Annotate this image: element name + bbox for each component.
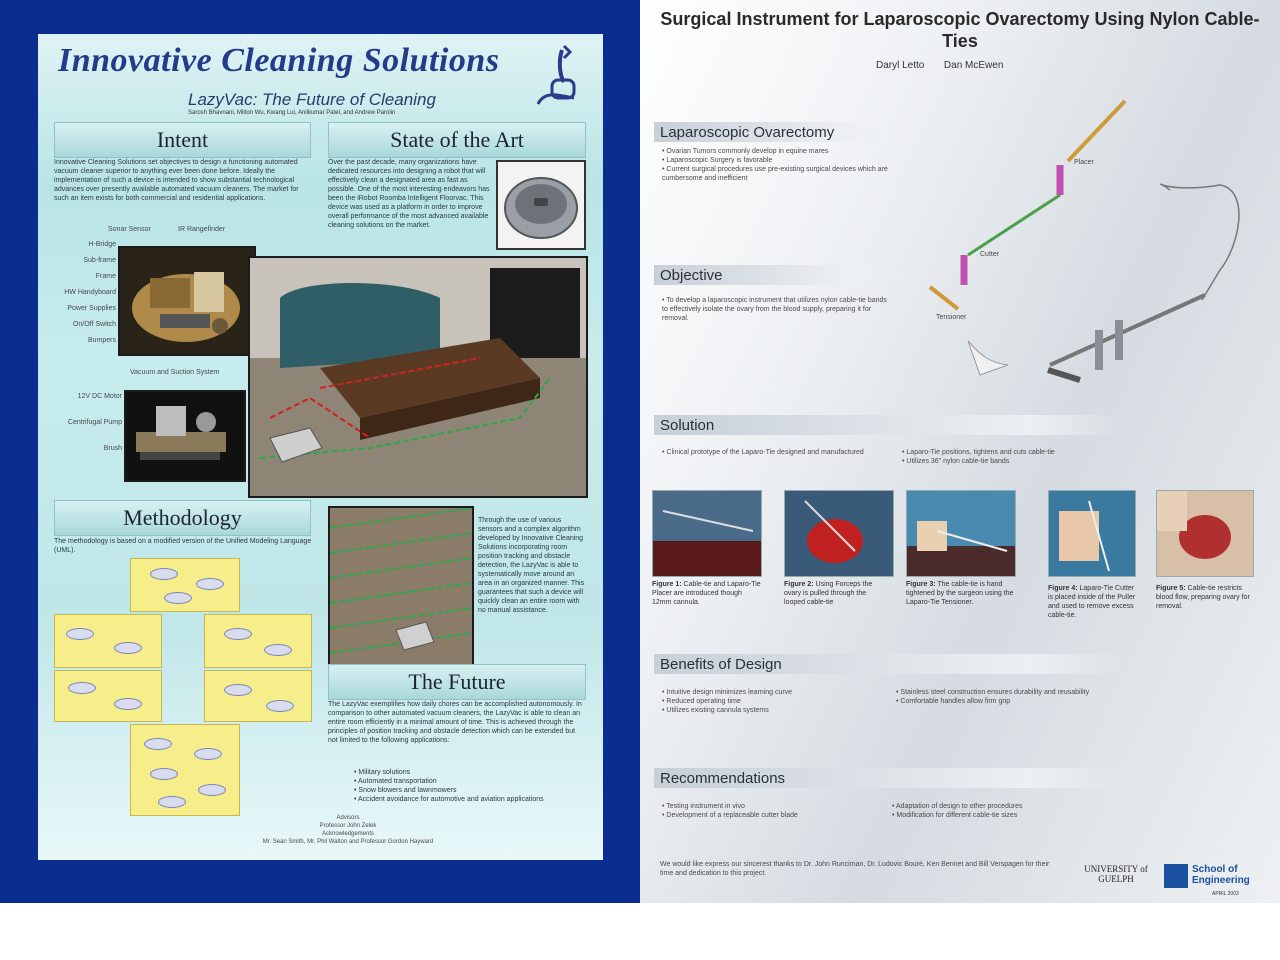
lap-bullet: • Ovarian Tumors commonly develop in equine mares [662, 148, 829, 155]
figure-1-photo [652, 490, 762, 577]
uml-oval [68, 682, 96, 694]
uml-oval [266, 700, 294, 712]
figure-3-photo [906, 490, 1016, 577]
poster-date: APRIL 2003 [1212, 891, 1239, 897]
future-bullet: • Automated transportation [354, 778, 437, 785]
future-bullet: • Military solutions [354, 769, 411, 776]
figure-4-photo [1048, 490, 1136, 577]
benefits-heading: Benefits of Design [654, 654, 1124, 674]
right-poster [640, 0, 1280, 903]
recommendation-bullet: • Adaptation of design to other procedures [892, 803, 1023, 810]
component-label-sonar: Sonar Sensor [108, 226, 151, 233]
figure-1-caption: Figure 1: Cable-tie and Laparo-Tie Placer are introduced though 12mm cannula. [652, 581, 761, 606]
left-poster-authors: Sarosh Bhavnani, Milton Wu, Kwang Lui, Anilkumar Patel, and Andrew Parolin [188, 110, 396, 116]
diagram-label-placer: Placer [1074, 159, 1094, 166]
future-text: The LazyVac exemplifies how daily chores can be accomplished autonomously. In comparison to other automated vacuum cleaners, the LazyVac is able to clean an entire room efficiently in a minimal amount of time. This is achieved through the principles of position tracking and obstacle detection which can be extended but not limited to the following applications: [328, 701, 582, 744]
uml-oval [198, 784, 226, 796]
path-text: Through the use of various sensors and a complex algorithm developed by Innovative Cleaning Solutions incorporating room position tracking and obstacle detection, the LazyVac is able to systematically move around an area in an organized manner. This guarantees that such a device will quickly clean an entire room with no manual assistance. [478, 517, 585, 614]
uml-oval [164, 592, 192, 604]
vacuum-parts-labels [38, 392, 122, 453]
uml-oval [150, 768, 178, 780]
benefits-right [896, 688, 1126, 706]
objective-bullet: • To develop a laparoscopic instrument that utilizes nylon cable-tie bands to effectively isolate the ovary from the blood supply, preparing it for removal. [662, 297, 887, 322]
vacuum-system-label: Vacuum and Suction System [130, 369, 220, 376]
university-logo: UNIVERSITY of GUELPH [1084, 864, 1148, 884]
vacuum-part-label: 12V DC Motor [77, 393, 122, 400]
solution-bullets-left [662, 448, 888, 457]
component-label: Bumpers [87, 337, 116, 344]
vacuum-system-photo [124, 390, 246, 482]
uml-diagram [54, 558, 314, 858]
credits [238, 814, 458, 846]
instrument-diagram [920, 95, 1260, 395]
uml-oval [144, 738, 172, 750]
recommendations-left [662, 802, 882, 820]
diagram-label-cutter: Cutter [980, 251, 1000, 258]
figure-4-caption: Figure 4: Laparo-Tie Cutter is placed inside of the Puller and used to remove excess cable-tie. [1048, 585, 1136, 619]
benefit-bullet: • Stainless steel construction ensures durability and reusability [896, 689, 1090, 696]
school-logo [1164, 864, 1276, 890]
component-label: HW Handyboard [64, 289, 116, 296]
lap-bullets [662, 147, 892, 183]
uml-box [54, 670, 162, 722]
component-label: Frame [95, 273, 116, 280]
future-bullet: • Snow blowers and lawnmowers [354, 787, 457, 794]
state-of-art-heading: State of the Art [328, 122, 586, 158]
right-poster-authors [876, 60, 1003, 71]
author-name: Daryl Letto [876, 60, 925, 71]
component-label: Power Supplies [67, 305, 116, 312]
methodology-text: The methodology is based on a modified version of the Unified Modeling Language (UML). [54, 538, 312, 554]
figure-2-caption: Figure 2: Using Forceps the ovary is pulled through the looped cable-tie [784, 581, 873, 606]
vacuum-part-label: Brush [103, 445, 122, 452]
school-logo-icon [1164, 864, 1188, 888]
objective-bullets [662, 296, 892, 323]
uml-oval [114, 698, 142, 710]
solution-bullet: • Utilizes 36" nylon cable-tie bands [902, 458, 1010, 465]
robot-internals-photo [118, 246, 256, 356]
thanks-text: We would like express our sincerest thanks to Dr. John Runciman, Dr. Ludovic Bouré, Ken Bennet and Bill Verspagen for their time and dedication to this project. [660, 861, 1050, 877]
uml-oval [196, 578, 224, 590]
solution-bullet: • Laparo-Tie positions, tightens and cuts cable-tie [902, 449, 1055, 456]
uml-oval [114, 642, 142, 654]
future-bullets [354, 768, 584, 804]
uml-oval [150, 568, 178, 580]
uml-oval [66, 628, 94, 640]
intent-heading: Intent [54, 122, 311, 158]
left-poster [38, 34, 603, 860]
credits-line: Professor John Zelek [319, 823, 377, 829]
figure-5-photo [1156, 490, 1254, 577]
figure-2-photo [784, 490, 894, 577]
right-poster-title: Surgical Instrument for Laparoscopic Ovarectomy Using Nylon Cable-Ties [660, 9, 1260, 51]
benefit-bullet: • Utilizes existing cannula systems [662, 707, 769, 714]
uml-box [204, 614, 312, 668]
vacuum-logo-icon [534, 42, 580, 108]
uml-box [54, 614, 162, 668]
credits-line: Advisors [336, 815, 360, 821]
methodology-heading: Methodology [54, 500, 311, 536]
solution-heading: Solution [654, 415, 1124, 435]
credits-line: Acknowledgements [321, 831, 375, 837]
cleaning-path-photo [328, 506, 474, 666]
recommendations-heading: Recommendations [654, 768, 1124, 788]
benefit-bullet: • Comfortable handles allow firm grip [896, 698, 1011, 705]
left-poster-subtitle: LazyVac: The Future of Cleaning [188, 90, 436, 109]
lap-heading: Laparoscopic Ovarectomy [654, 122, 894, 142]
uml-oval [194, 748, 222, 760]
objective-heading: Objective [654, 265, 894, 285]
vacuum-part-label: Centrifugal Pump [67, 419, 122, 426]
author-name: Dan McEwen [943, 60, 1004, 71]
figure-5-caption: Figure 5: Cable-tie restricts blood flow, preparing ovary for removal. [1156, 585, 1250, 610]
uml-oval [224, 628, 252, 640]
figure-3-caption: Figure 3: The cable-tie is hand tightened by the surgeon using the Laparo-Tie Tensioner. [906, 581, 1014, 606]
school-name: School of Engineering [1192, 864, 1250, 886]
benefits-left [662, 688, 882, 715]
component-labels [40, 240, 116, 352]
state-of-art-text: Over the past decade, many organizations have dedicated resources into designing a robot that will effectively clean a designated area as fast as possible. One of the most interesting endeavors has been the iRobot Roomba Intelligent Floorvac. This device was used as a platform in order to improve overall performance of the most advanced available cleaning solutions on the market. [328, 159, 490, 229]
solution-bullets-right [902, 448, 1132, 466]
living-room-photo [248, 256, 588, 498]
component-label: Sub-frame [83, 257, 116, 264]
component-label-ir: IR Rangefinder [178, 226, 226, 233]
recommendation-bullet: • Development of a replaceable cutter blade [662, 812, 798, 819]
recommendation-bullet: • Modification for different cable-tie sizes [892, 812, 1018, 819]
credits-line: Mr. Sean Smith, Mr. Phil Walton and Professor Gordon Hayward [262, 839, 434, 845]
uml-oval [264, 644, 292, 656]
benefit-bullet: • Reduced operating time [662, 698, 741, 705]
recommendation-bullet: • Testing instrument in vivo [662, 803, 745, 810]
uml-box [204, 670, 312, 722]
intent-text: Innovative Cleaning Solutions set objectives to design a functioning automated vacuum cleaner superior to anything ever been done before. Ideally the implementation of such a device is intended to show substantial technological advances over presently available automated vacuum cleaners. The market for such an item exists for both commercial and residential applications. [54, 159, 299, 202]
recommendations-right [892, 802, 1122, 820]
uml-oval [224, 684, 252, 696]
roomba-photo [496, 160, 586, 250]
diagram-label-tensioner: Tensioner [936, 314, 967, 321]
lap-bullet: • Current surgical procedures use pre-existing surgical devices which are cumbersome and inefficient [662, 166, 888, 182]
left-poster-title: Innovative Cleaning Solutions [58, 42, 500, 79]
component-label: H-Bridge [88, 241, 116, 248]
solution-bullet: • Clinical prototype of the Laparo-Tie designed and manufactured [662, 449, 864, 456]
benefit-bullet: • Intuitive design minimizes learning curve [662, 689, 793, 696]
future-bullet: • Accident avoidance for automotive and aviation applications [354, 796, 544, 803]
future-heading: The Future [328, 664, 586, 700]
uml-oval [158, 796, 186, 808]
lap-bullet: • Laparoscopic Surgery is favorable [662, 157, 773, 164]
component-label: On/Off Switch [72, 321, 116, 328]
